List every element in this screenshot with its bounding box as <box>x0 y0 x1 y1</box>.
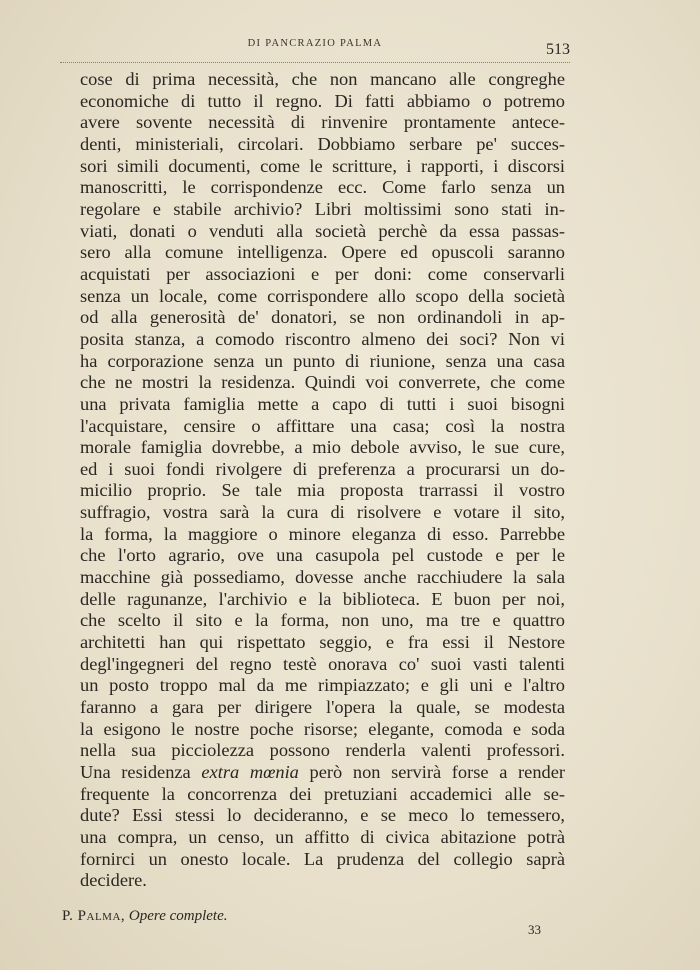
text-line: manoscritti, le corrispondenze ecc. Come farlo senza un <box>80 177 565 198</box>
text-line: denti, ministeriali, circolari. Dobbiamo serbare pe' succes- <box>80 133 565 154</box>
page-header <box>60 36 570 63</box>
text-line: morale famiglia dovrebbe, a mio debole avviso, le sue cure, <box>80 437 565 458</box>
text-line-last: decidere. <box>80 870 147 891</box>
footer-citation <box>62 908 228 925</box>
text-line: delle ragunanze, l'archivio e la biblioteca. E buon per noi, <box>80 588 565 609</box>
text-line: ed i suoi fondi rivolgere di preferenza a procurarsi un do- <box>80 458 565 479</box>
text-line: che scelto il sito e la forma, non uno, ma tre e quattro <box>80 610 565 631</box>
text-line: una privata famiglia mette a capo di tutti i suoi bisogni <box>80 393 565 414</box>
text-fragment: però non servirà forse a render <box>309 762 565 782</box>
text-line: posita stanza, a comodo riscontro almeno dei soci? Non vi <box>80 328 565 349</box>
running-head: DI PANCRAZIO PALMA <box>247 38 383 49</box>
text-line: la forma, la maggiore o minore eleganza di esso. Parrebbe <box>80 523 565 544</box>
italic-phrase: extra mœnia <box>201 762 299 782</box>
text-line: architetti han qui rispettato seggio, e fra essi il Nestore <box>80 632 565 653</box>
text-line: degl'ingegneri del regno testè onorava co' suoi vasti talenti <box>80 653 565 674</box>
text-line: fornirci un onesto locale. La prudenza del collegio saprà <box>80 848 565 869</box>
text-line: faranno a gara per dirigere l'opera la quale, se modesta <box>80 697 565 718</box>
text-line: una compra, un censo, un affitto di civica abitazione potrà <box>80 826 565 847</box>
text-line: acquistati per associazioni e per doni: come conservarli <box>80 263 565 284</box>
page-number: 513 <box>546 41 570 58</box>
text-line: la esigono le nostre poche risorse; elegante, comoda e soda <box>80 718 565 739</box>
text-line: che ne mostri la residenza. Quindi voi converrete, che come <box>80 372 565 393</box>
text-line: macchine già possediamo, dovesse anche racchiudere la sala <box>80 567 565 588</box>
text-line: ha corporazione senza un punto di riunione, senza una casa <box>80 350 565 371</box>
text-line: sori simili documenti, come le scritture, i rapporti, i discorsi <box>80 155 565 176</box>
text-fragment: Una residenza <box>80 762 191 782</box>
text-line: regolare e stabile archivio? Libri moltissimi sono stati in- <box>80 198 565 219</box>
text-line: sero alla comune intelligenza. Opere ed opuscoli saranno <box>80 242 565 263</box>
text-line: senza un locale, come corrispondere allo scopo della società <box>80 285 565 306</box>
text-line: nella sua picciolezza possono renderla valenti professori. <box>80 740 565 761</box>
text-line: avere sovente necessità di rinvenire prontamente antece- <box>80 112 565 133</box>
text-line-mixed <box>80 762 565 784</box>
text-line: suffragio, vostra sarà la cura di risolvere e votare il sito, <box>80 502 565 523</box>
text-line: dute? Essi stessi lo decideranno, e se meco lo temessero, <box>80 805 565 826</box>
text-line: cose di prima necessità, che non mancano alle congreghe <box>80 69 565 89</box>
text-line: economiche di tutto il regno. Di fatti abbiamo o potremo <box>80 90 565 111</box>
text-line: micilio proprio. Se tale mia proposta trarrassi il vostro <box>80 480 565 501</box>
body-text <box>80 69 565 892</box>
text-line: od alla generosità de' donatori, se non ordinandoli in ap- <box>80 307 565 328</box>
text-line: l'acquistare, censire o affittare una casa; così la nostra <box>80 415 565 436</box>
text-line: un posto troppo mal da me rimpiazzato; e gli uni e l'altro <box>80 675 565 696</box>
text-line: che l'orto agrario, ove una casupola pel custode e per le <box>80 545 565 566</box>
text-line: frequente la concorrenza dei pretuziani accademici alle se- <box>80 783 565 804</box>
citation-author: P. Palma, <box>62 908 126 924</box>
signature-mark: 33 <box>528 922 541 937</box>
text-line: viati, donati o venduti alla società perchè da essa passas- <box>80 220 565 241</box>
citation-work: Opere complete. <box>128 908 228 924</box>
